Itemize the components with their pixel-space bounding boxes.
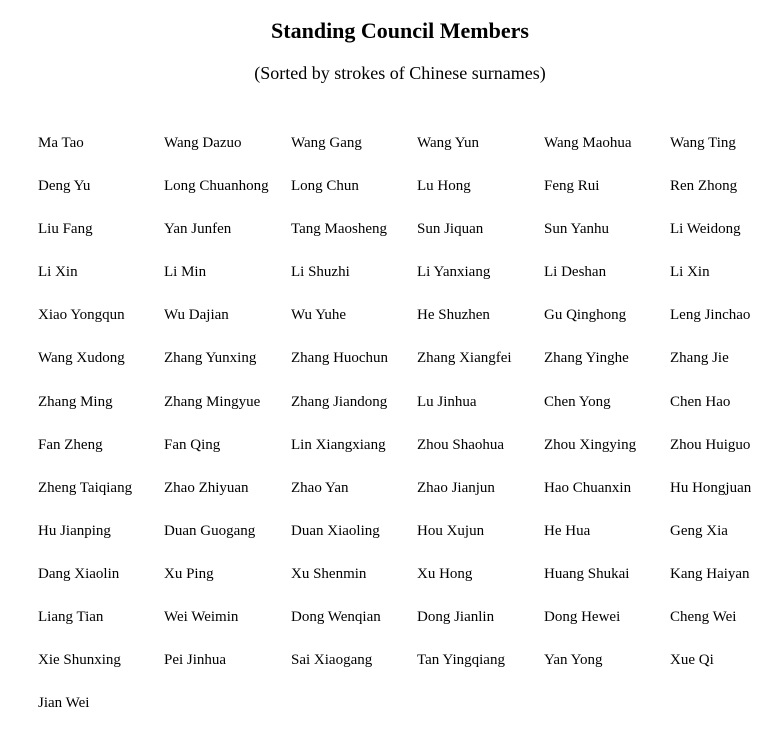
member-name-grid (38, 131, 784, 734)
member-name: Wang Dazuo (164, 135, 242, 151)
member-name: Wang Yun (417, 135, 479, 151)
member-name: Wang Maohua (544, 135, 632, 151)
member-name: Zhang Yunxing (164, 350, 257, 367)
member-name: Wu Yuhe (291, 307, 347, 324)
member-name: Hao Chuanxin (544, 479, 632, 496)
member-name: Ren Zhong (670, 178, 738, 195)
member-name: Feng Rui (544, 178, 600, 195)
member-name: He Shuzhen (417, 307, 490, 324)
member-name: Lu Hong (417, 178, 471, 195)
member-name: Liang Tian (38, 609, 104, 626)
member-name: Xu Shenmin (291, 565, 367, 582)
member-name: Fan Qing (164, 436, 221, 453)
member-name: Yan Junfen (164, 221, 232, 238)
member-name: Hu Jianping (38, 522, 111, 539)
member-name: Pei Jinhua (164, 652, 227, 669)
member-name: Wang Ting (670, 135, 736, 151)
member-name: Huang Shukai (544, 565, 630, 582)
member-name: Fan Zheng (38, 436, 103, 453)
member-name: Zhang Huochun (291, 350, 389, 367)
member-name: Hu Hongjuan (670, 479, 752, 496)
document-title: Standing Council Members (271, 18, 529, 43)
member-name: Wang Gang (291, 135, 362, 151)
member-name: Xu Hong (417, 565, 473, 582)
member-name: Dong Hewei (544, 609, 621, 626)
member-name: Deng Yu (38, 178, 91, 195)
member-name: Xiao Yongqun (38, 307, 125, 324)
member-name: Zhang Mingyue (164, 393, 261, 410)
member-name: Zhao Jianjun (417, 479, 495, 496)
document-subtitle: (Sorted by strokes of Chinese surnames) (254, 63, 546, 83)
member-name: Dong Wenqian (291, 609, 381, 626)
member-name: Long Chun (291, 178, 359, 195)
member-name: Duan Guogang (164, 522, 256, 539)
member-name: Zhou Xingying (544, 436, 637, 453)
member-name: Tan Yingqiang (417, 652, 505, 669)
member-name: Li Weidong (670, 221, 741, 238)
member-name: Kang Haiyan (670, 565, 750, 582)
member-name: Zhou Shaohua (417, 436, 505, 453)
member-name: Li Xin (38, 264, 78, 281)
member-name: Li Min (164, 264, 207, 281)
member-name: Duan Xiaoling (291, 522, 380, 539)
member-name: Cheng Wei (670, 609, 737, 626)
member-name: Chen Yong (544, 393, 611, 410)
member-name: Sun Jiquan (417, 221, 484, 238)
member-name: Lin Xiangxiang (291, 436, 386, 453)
member-name: Xu Ping (164, 565, 214, 582)
member-name: Dong Jianlin (417, 609, 495, 626)
member-name: Zhang Jiandong (291, 393, 388, 410)
member-name: Zhao Zhiyuan (164, 479, 249, 496)
member-name: Zheng Taiqiang (38, 479, 133, 496)
member-name: Lu Jinhua (417, 393, 477, 410)
member-name: Hou Xujun (417, 522, 485, 539)
member-name: Li Deshan (544, 264, 607, 281)
member-name: Gu Qinghong (544, 307, 627, 324)
member-name: Sai Xiaogang (291, 652, 373, 669)
member-name: Zhang Yinghe (544, 350, 629, 367)
member-name: Dang Xiaolin (38, 565, 120, 582)
member-name: Xue Qi (670, 652, 714, 669)
member-name: He Hua (544, 522, 591, 539)
member-name: Zhou Huiguo (670, 436, 751, 453)
member-name: Yan Yong (544, 652, 603, 669)
member-name: Sun Yanhu (544, 221, 610, 238)
member-name: Tang Maosheng (291, 221, 388, 238)
member-name: Li Yanxiang (417, 264, 491, 281)
member-name: Leng Jinchao (670, 307, 751, 324)
member-name: Li Xin (670, 264, 710, 281)
member-name: Zhao Yan (291, 479, 349, 496)
member-name: Zhang Ming (38, 393, 113, 410)
member-name: Ma Tao (38, 135, 84, 151)
member-name: Long Chuanhong (164, 178, 269, 195)
member-name: Jian Wei (38, 695, 90, 712)
member-name: Zhang Jie (670, 350, 729, 367)
member-name: Chen Hao (670, 393, 731, 410)
member-name: Xie Shunxing (38, 652, 121, 669)
member-name: Wang Xudong (38, 350, 125, 367)
member-name: Geng Xia (670, 522, 728, 539)
member-name: Zhang Xiangfei (417, 350, 512, 367)
member-name: Wei Weimin (164, 609, 239, 626)
member-name: Wu Dajian (164, 307, 229, 324)
member-name: Liu Fang (38, 221, 93, 238)
member-name: Li Shuzhi (291, 264, 350, 281)
